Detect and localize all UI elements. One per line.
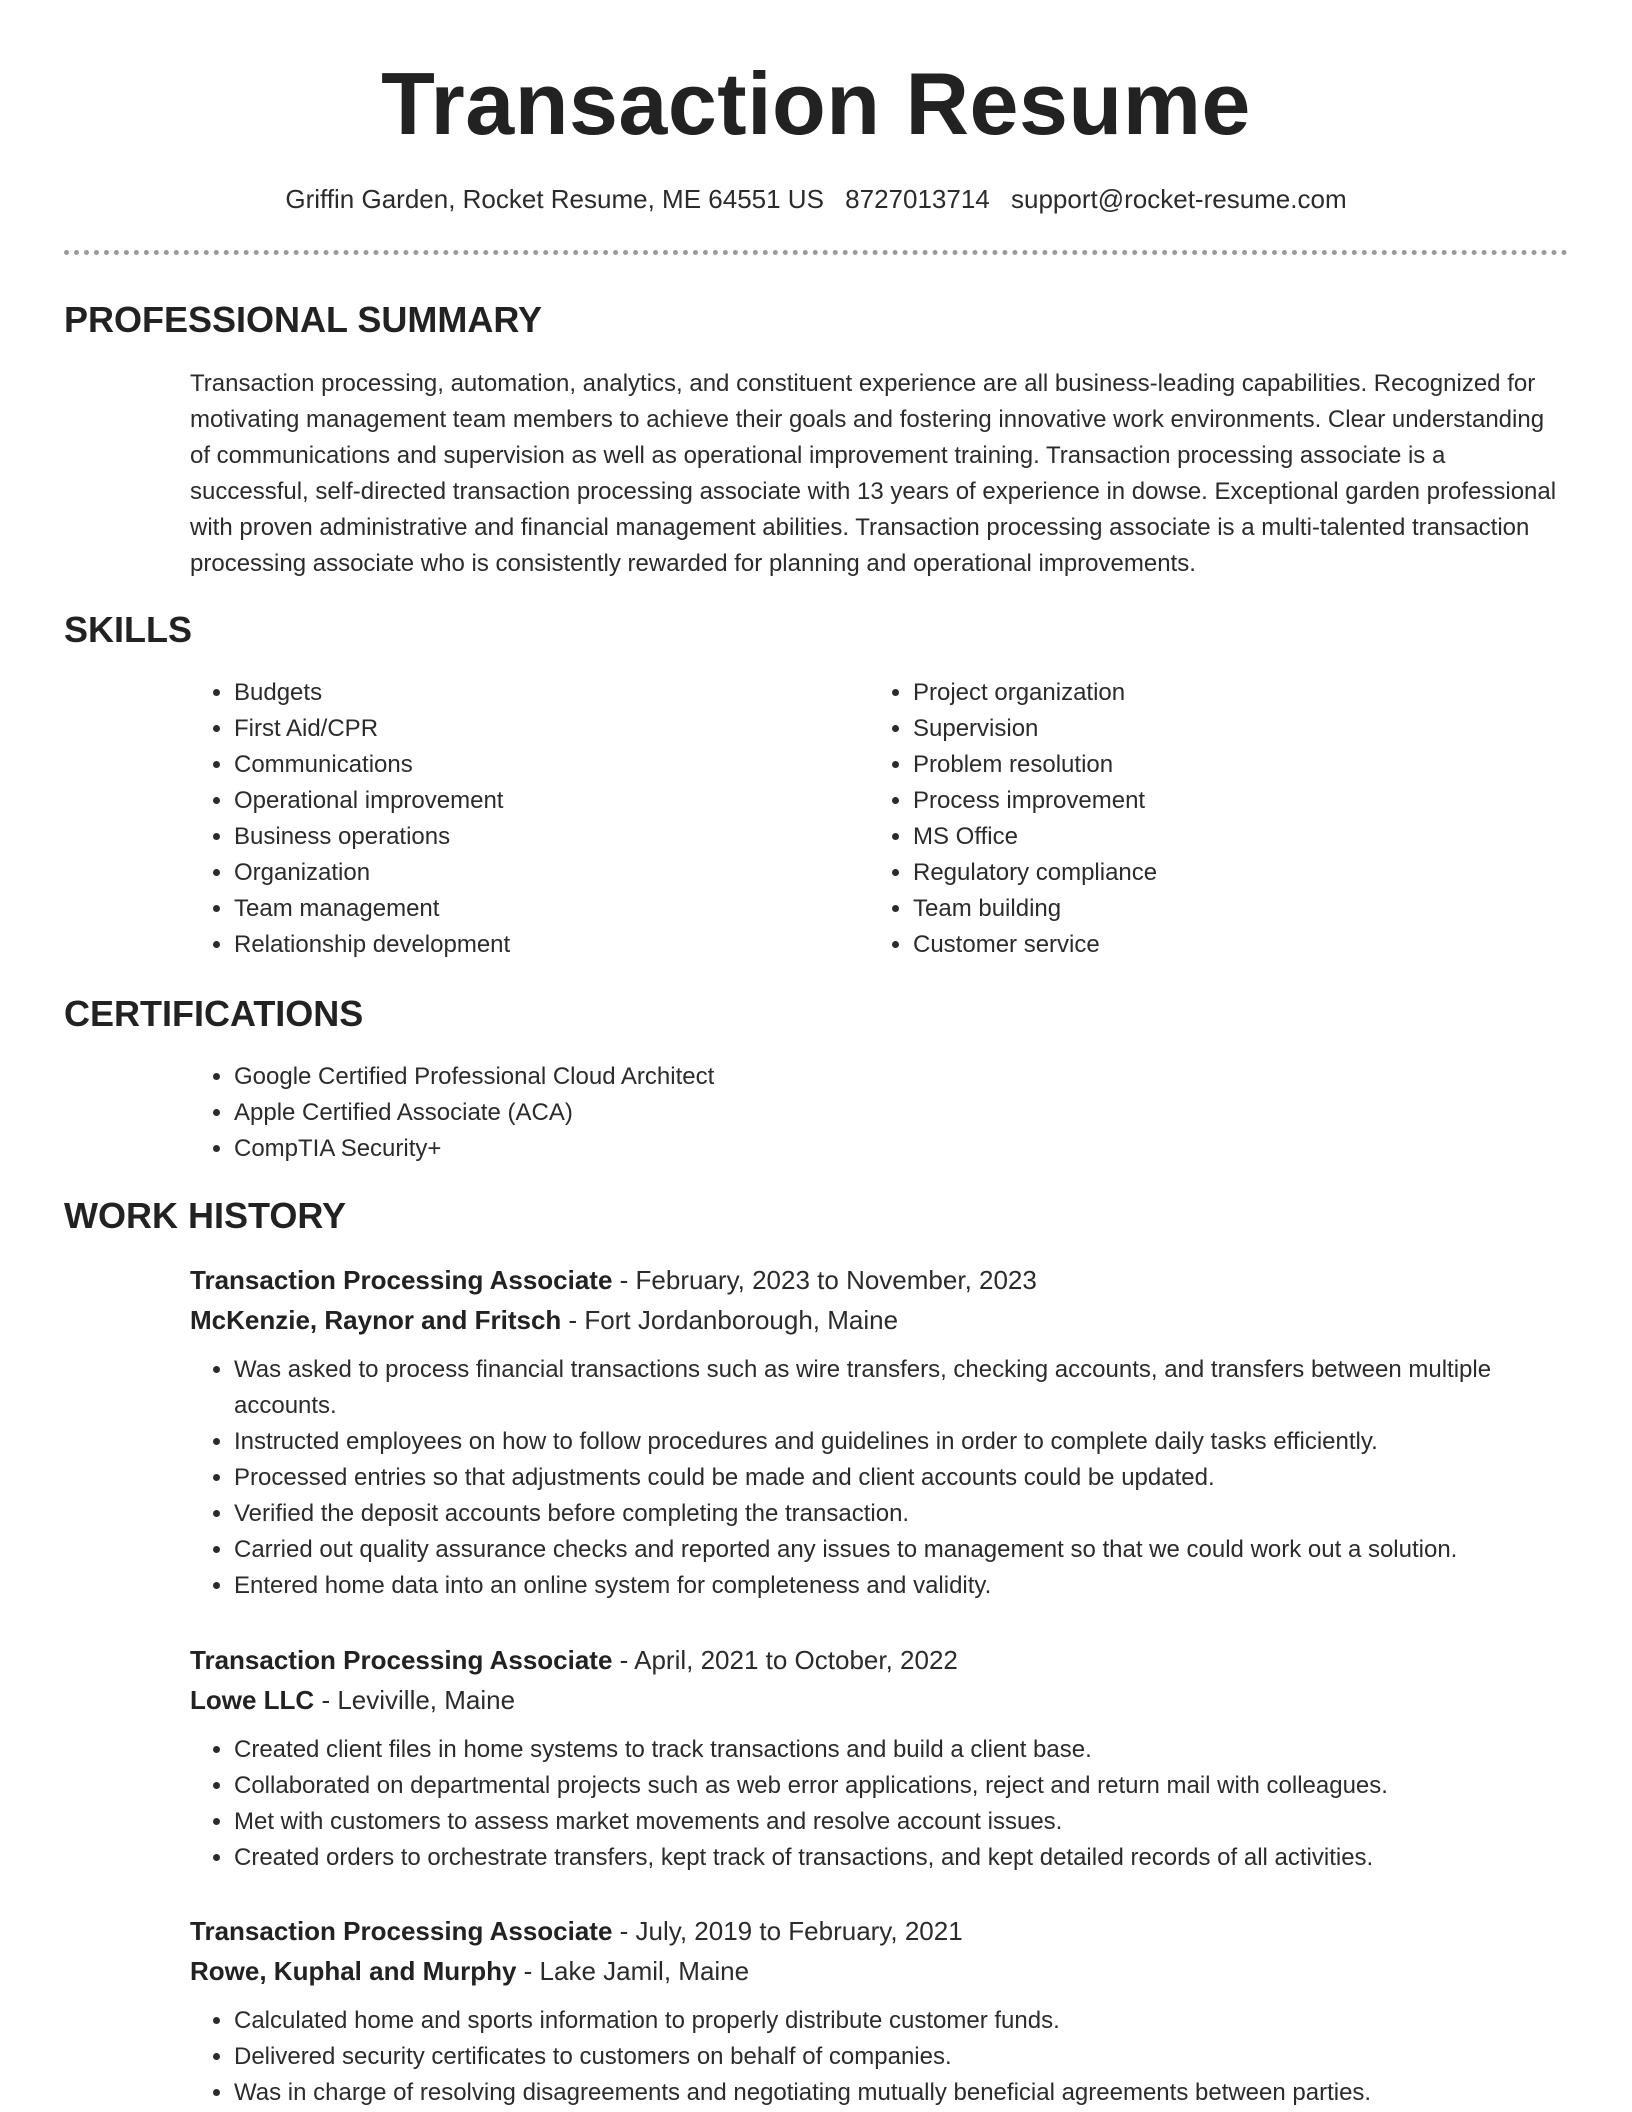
skill-item: • First Aid/CPR <box>234 711 830 747</box>
skill-item: • Process improvement <box>913 783 1509 819</box>
job-title-line <box>190 1640 1570 1680</box>
skill-item: • MS Office <box>913 819 1509 855</box>
skill-item: • Customer service <box>913 927 1509 963</box>
certifications-block <box>190 1059 1490 1167</box>
job-location: - Leviville, Maine <box>314 1685 516 1715</box>
job-company: McKenzie, Raynor and Fritsch <box>190 1305 562 1335</box>
job-bullet: • Created orders to orchestrate transfers, kept track of transactions, and kept detailed records of all activities. <box>234 1840 1570 1876</box>
job-company-line <box>190 1951 1570 1991</box>
job-entry <box>190 1260 1570 1604</box>
contact-address: Griffin Garden, Rocket Resume, ME 64551 US <box>285 184 824 214</box>
skill-item: • Team management <box>234 891 830 927</box>
certifications-list <box>190 1059 1490 1167</box>
skills-column-right <box>869 675 1509 963</box>
job-location: - Fort Jordanborough, Maine <box>561 1305 899 1335</box>
certification-item: • Apple Certified Associate (ACA) <box>234 1095 1490 1131</box>
job-bullet: • Was asked to process financial transactions such as wire transfers, checking accounts, and transfers between multiple accounts. <box>234 1352 1570 1424</box>
contact-line <box>0 182 1632 216</box>
skill-item: • Supervision <box>913 711 1509 747</box>
job-bullet: • Created client files in home systems to track transactions and build a client base. <box>234 1732 1570 1768</box>
job-company-line <box>190 1300 1570 1340</box>
skill-item: • Relationship development <box>234 927 830 963</box>
job-bullet: • Instructed employees on how to follow procedures and guidelines in order to complete daily tasks efficiently. <box>234 1424 1570 1460</box>
skills-list-right <box>869 675 1509 963</box>
job-location: - Lake Jamil, Maine <box>516 1956 750 1986</box>
skill-item: • Operational improvement <box>234 783 830 819</box>
job-entry <box>190 1911 1570 2111</box>
job-company: Rowe, Kuphal and Murphy <box>190 1956 517 1986</box>
skill-item: • Team building <box>913 891 1509 927</box>
resume-title: Transaction Resume <box>381 54 1251 153</box>
skill-item: • Business operations <box>234 819 830 855</box>
summary-text: Transaction processing, automation, analytics, and constituent experience are all business-leading capabilities. Recognized for motivating management team members to achieve their goals and fostering innovative work environments. Clear understanding of communications and supervision as well as operational improvement training. Transaction processing associate is a successful, self-directed transaction processing associate with 13 years of experience in dowse. Exceptional garden professional with proven administrative and financial management abilities. Transaction processing associate is a multi-talented transaction processing associate who is consistently rewarded for planning and operational improvements. <box>190 370 1557 577</box>
skill-item: • Regulatory compliance <box>913 855 1509 891</box>
job-title: Transaction Processing Associate <box>190 1265 613 1295</box>
job-bullet: • Delivered security certificates to customers on behalf of companies. <box>234 2039 1570 2075</box>
certifications-heading: CERTIFICATIONS <box>64 993 364 1034</box>
skill-item: • Organization <box>234 855 830 891</box>
job-bullets <box>190 1732 1570 1876</box>
certification-item: • CompTIA Security+ <box>234 1131 1490 1167</box>
job-title-line <box>190 1911 1570 1951</box>
work-history-heading: WORK HISTORY <box>64 1195 347 1236</box>
job-bullet: • Entered home data into an online system for completeness and validity. <box>234 1568 1570 1604</box>
job-bullet: • Collaborated on departmental projects such as web error applications, reject and return mail with colleagues. <box>234 1768 1570 1804</box>
skill-item: • Project organization <box>913 675 1509 711</box>
skills-heading: SKILLS <box>64 609 193 650</box>
job-title: Transaction Processing Associate <box>190 1916 613 1946</box>
header-divider <box>64 250 1568 255</box>
skill-item: • Budgets <box>234 675 830 711</box>
job-bullet: • Was in charge of resolving disagreements and negotiating mutually beneficial agreements between parties. <box>234 2075 1570 2111</box>
skills-column-left <box>190 675 830 963</box>
job-bullet: • Verified the deposit accounts before completing the transaction. <box>234 1496 1570 1532</box>
job-dates: - February, 2023 to November, 2023 <box>612 1265 1037 1295</box>
job-bullets <box>190 1352 1570 1604</box>
contact-phone: 8727013714 <box>845 184 990 214</box>
job-bullet: • Carried out quality assurance checks and reported any issues to management so that we could work out a solution. <box>234 1532 1570 1568</box>
job-bullet: • Calculated home and sports information to properly distribute customer funds. <box>234 2003 1570 2039</box>
job-company-line <box>190 1680 1570 1720</box>
certification-item: • Google Certified Professional Cloud Architect <box>234 1059 1490 1095</box>
skill-item: • Communications <box>234 747 830 783</box>
job-title: Transaction Processing Associate <box>190 1645 613 1675</box>
job-bullet: • Processed entries so that adjustments could be made and client accounts could be updated. <box>234 1460 1570 1496</box>
skill-item: • Problem resolution <box>913 747 1509 783</box>
job-dates: - April, 2021 to October, 2022 <box>612 1645 958 1675</box>
job-title-line <box>190 1260 1570 1300</box>
job-bullet: • Met with customers to assess market movements and resolve account issues. <box>234 1804 1570 1840</box>
skills-list-left <box>190 675 830 963</box>
job-entry <box>190 1640 1570 1876</box>
job-bullets <box>190 2003 1570 2111</box>
job-company: Lowe LLC <box>190 1685 315 1715</box>
job-dates: - July, 2019 to February, 2021 <box>612 1916 963 1946</box>
summary-heading: PROFESSIONAL SUMMARY <box>64 299 543 340</box>
contact-email: support@rocket-resume.com <box>1011 184 1347 214</box>
